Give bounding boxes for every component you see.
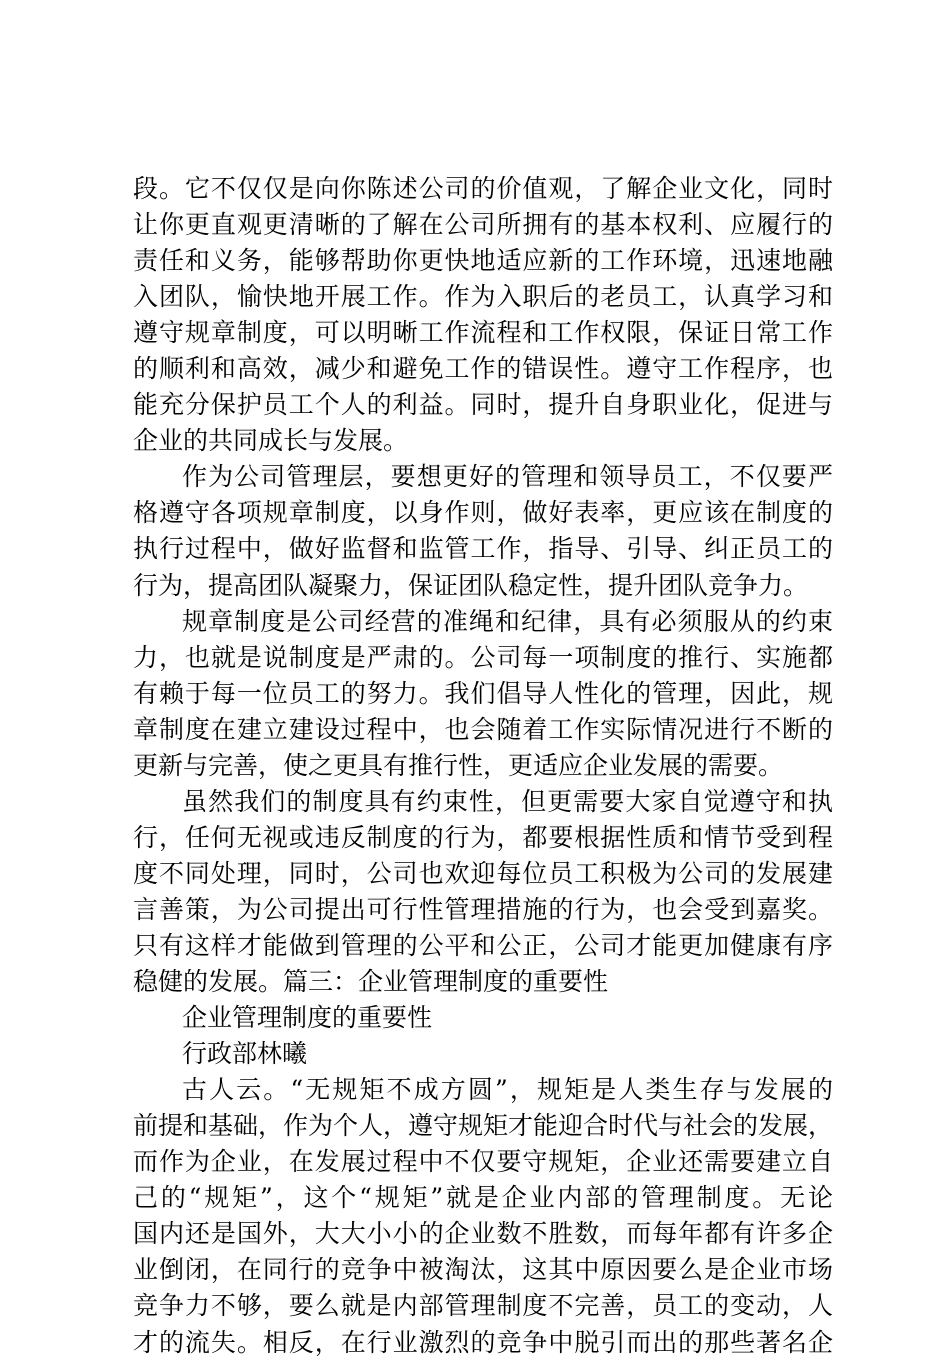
text-line: 规章制度是公司经营的准绳和纪律，具有必须服从的约束 — [182, 606, 833, 636]
text-line: 格遵守各项规章制度，以身作则，做好表率，更应该在制度的 — [133, 498, 833, 528]
text-line: 古人云。“无规矩不成方圆”，规矩是人类生存与发展的 — [182, 1075, 833, 1105]
text-line: 能充分保护员工个人的利益。同时，提升自身职业化，促进与 — [133, 390, 833, 420]
text-line: 责任和义务，能够帮助你更快地适应新的工作环境，迅速地融 — [133, 246, 833, 276]
text-line: 而作为企业，在发展过程中不仅要守规矩，企业还需要建立自 — [133, 1147, 833, 1177]
text-line: 只有这样才能做到管理的公平和公正，公司才能更加健康有序 — [133, 930, 833, 960]
text-line: 入团队，愉快地开展工作。作为入职后的老员工，认真学习和 — [133, 282, 833, 312]
text-line: 行为，提高团队凝聚力，保证团队稳定性，提升团队竞争力。 — [133, 570, 809, 600]
text-line: 的顺利和高效，减少和避免工作的错误性。遵守工作程序，也 — [133, 354, 833, 384]
text-line: 企业的共同成长与发展。 — [133, 426, 409, 456]
text-line: 行政部林曦 — [182, 1039, 308, 1069]
text-line: 力，也就是说制度是严肃的。公司每一项制度的推行、实施都 — [133, 642, 833, 672]
text-line: 度不同处理，同时，公司也欢迎每位员工积极为公司的发展建 — [133, 858, 833, 888]
text-line: 竞争力不够，要么就是内部管理制度不完善，员工的变动，人 — [133, 1291, 833, 1321]
text-line: 前提和基础，作为个人，遵守规矩才能迎合时代与社会的发展， — [133, 1111, 834, 1141]
text-line: 段。它不仅仅是向你陈述公司的价值观，了解企业文化，同时 — [133, 174, 833, 203]
text-line: 企业管理制度的重要性 — [182, 1003, 433, 1033]
text-line: 有赖于每一位员工的努力。我们倡导人性化的管理，因此，规 — [133, 678, 833, 708]
text-line: 让你更直观更清晰的了解在公司所拥有的基本权利、应履行的 — [133, 210, 833, 240]
text-line: 才的流失。相反，在行业激烈的竞争中脱引而出的那些著名企 — [133, 1327, 833, 1357]
text-line: 作为公司管理层，要想更好的管理和领导员工，不仅要严 — [182, 462, 833, 492]
text-line: 业倒闭，在同行的竞争中被淘汰，这其中原因要么是企业市场 — [133, 1255, 833, 1285]
text-line: 言善策，为公司提出可行性管理措施的行为，也会受到嘉奖。 — [133, 894, 833, 924]
text-line: 章制度在建立建设过程中，也会随着工作实际情况进行不断的 — [133, 714, 833, 744]
text-line: 遵守规章制度，可以明晰工作流程和工作权限，保证日常工作 — [133, 318, 833, 348]
text-line: 己的“规矩”，这个“规矩”就是企业内部的管理制度。无论 — [133, 1183, 833, 1213]
text-line: 执行过程中，做好监督和监管工作，指导、引导、纠正员工的 — [133, 534, 833, 564]
document-body — [133, 171, 833, 1361]
text-line: 国内还是国外，大大小小的企业数不胜数，而每年都有许多企 — [133, 1219, 833, 1249]
text-line: 虽然我们的制度具有约束性，但更需要大家自觉遵守和执 — [182, 786, 833, 816]
text-line: 稳健的发展。篇三：企业管理制度的重要性 — [133, 967, 609, 997]
text-line: 更新与完善，使之更具有推行性，更适应企业发展的需要。 — [133, 750, 784, 780]
text-line: 行，任何无视或违反制度的行为，都要根据性质和情节受到程 — [133, 822, 833, 852]
